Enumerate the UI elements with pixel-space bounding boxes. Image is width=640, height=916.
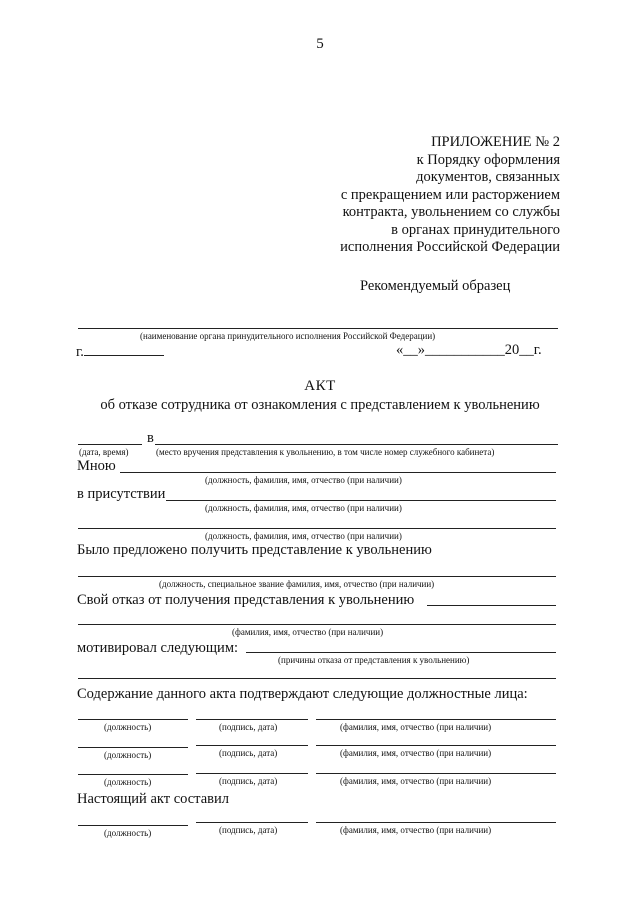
page-number: 5: [316, 36, 324, 52]
sig4-fio-line: [316, 822, 556, 823]
sig1-position-line: [78, 719, 188, 720]
appendix-line: к Порядку оформления: [416, 151, 560, 168]
sig3-fio-caption: (фамилия, имя, отчество (при наличии): [340, 776, 492, 786]
sig3-signature-line: [196, 773, 308, 774]
in-presence-line: [166, 500, 556, 501]
refusal-line-2: [78, 624, 556, 625]
act-title: АКТ: [304, 378, 336, 394]
appendix-line: в органах принудительного: [391, 221, 560, 238]
place-line: [155, 444, 558, 445]
sig1-signature-line: [196, 719, 308, 720]
appendix-line: исполнения Российской Федерации: [340, 239, 560, 255]
appendix-line: ПРИЛОЖЕНИЕ № 2: [431, 134, 560, 150]
in-presence-label: в присутствии: [77, 486, 166, 502]
refusal-line: [427, 605, 556, 606]
offered-label: Было предложено получить представление к увольнению: [77, 542, 432, 558]
sig1-signature-caption: (подпись, дата): [219, 722, 278, 732]
confirm-label: Содержание данного акта подтверждают следующие должностные лица:: [77, 686, 528, 702]
recommended-sample: Рекомендуемый образец: [360, 278, 511, 294]
city-field: [76, 342, 164, 361]
in-presence-caption-2: (должность, фамилия, имя, отчество (при наличии): [205, 531, 402, 541]
sig2-fio-caption: (фамилия, имя, отчество (при наличии): [340, 748, 492, 758]
in-presence-line-2: [78, 528, 556, 529]
offered-line: [78, 576, 556, 577]
org-name-line: [78, 328, 558, 329]
sig2-position-caption: (должность): [104, 750, 152, 760]
appendix-block: [320, 134, 560, 257]
motivated-line-2: [78, 678, 556, 679]
place-caption: (место вручения представления к увольнению, в том числе номер служебного кабинета): [156, 447, 495, 457]
sig4-position-line: [78, 825, 188, 826]
sig4-position-caption: (должность): [104, 828, 152, 838]
sig2-fio-line: [316, 745, 556, 746]
in-presence-caption: (должность, фамилия, имя, отчество (при наличии): [205, 503, 402, 513]
sig4-signature-caption: (подпись, дата): [219, 825, 278, 835]
sig2-signature-line: [196, 745, 308, 746]
by-me-line: [120, 472, 556, 473]
datetime-line: [78, 444, 142, 445]
by-me-caption: (должность, фамилия, имя, отчество (при наличии): [205, 475, 402, 485]
in-word: в: [147, 430, 154, 446]
sig4-signature-line: [196, 822, 308, 823]
sig2-position-line: [78, 747, 188, 748]
motivated-label: мотивировал следующим:: [77, 640, 239, 656]
composed-label: Настоящий акт составил: [77, 791, 229, 807]
sig1-fio-line: [316, 719, 556, 720]
sig3-position-line: [78, 774, 188, 775]
org-name-caption: (наименование органа принудительного исполнения Российской Федерации): [140, 331, 436, 341]
appendix-line: контракта, увольнением со службы: [342, 204, 560, 220]
appendix-line: с прекращением или расторжением: [340, 186, 560, 203]
motivated-caption: (причины отказа от представления к увольнению): [278, 655, 470, 665]
offered-caption: (должность, специальное звание фамилия, имя, отчество (при наличии): [159, 579, 435, 589]
sig1-fio-caption: (фамилия, имя, отчество (при наличии): [340, 722, 492, 732]
sig4-fio-caption: (фамилия, имя, отчество (при наличии): [340, 825, 492, 835]
act-subtitle: об отказе сотрудника от ознакомления с представлением к увольнению: [100, 397, 540, 413]
by-me-label: Мною: [77, 458, 116, 474]
sig1-position-caption: (должность): [104, 722, 152, 732]
date-field: «__»___________20__г.: [396, 342, 542, 358]
sig3-signature-caption: (подпись, дата): [219, 776, 278, 786]
datetime-caption: (дата, время): [79, 447, 129, 457]
sig3-position-caption: (должность): [104, 777, 152, 787]
sig3-fio-line: [316, 773, 556, 774]
refusal-label: Свой отказ от получения представления к увольнению: [77, 592, 415, 608]
refusal-caption: (фамилия, имя, отчество (при наличии): [232, 627, 384, 637]
city-blank: [84, 342, 164, 356]
motivated-line: [246, 652, 556, 653]
city-prefix: г.: [76, 344, 84, 360]
sig2-signature-caption: (подпись, дата): [219, 748, 278, 758]
appendix-line: документов, связанных: [416, 169, 560, 185]
